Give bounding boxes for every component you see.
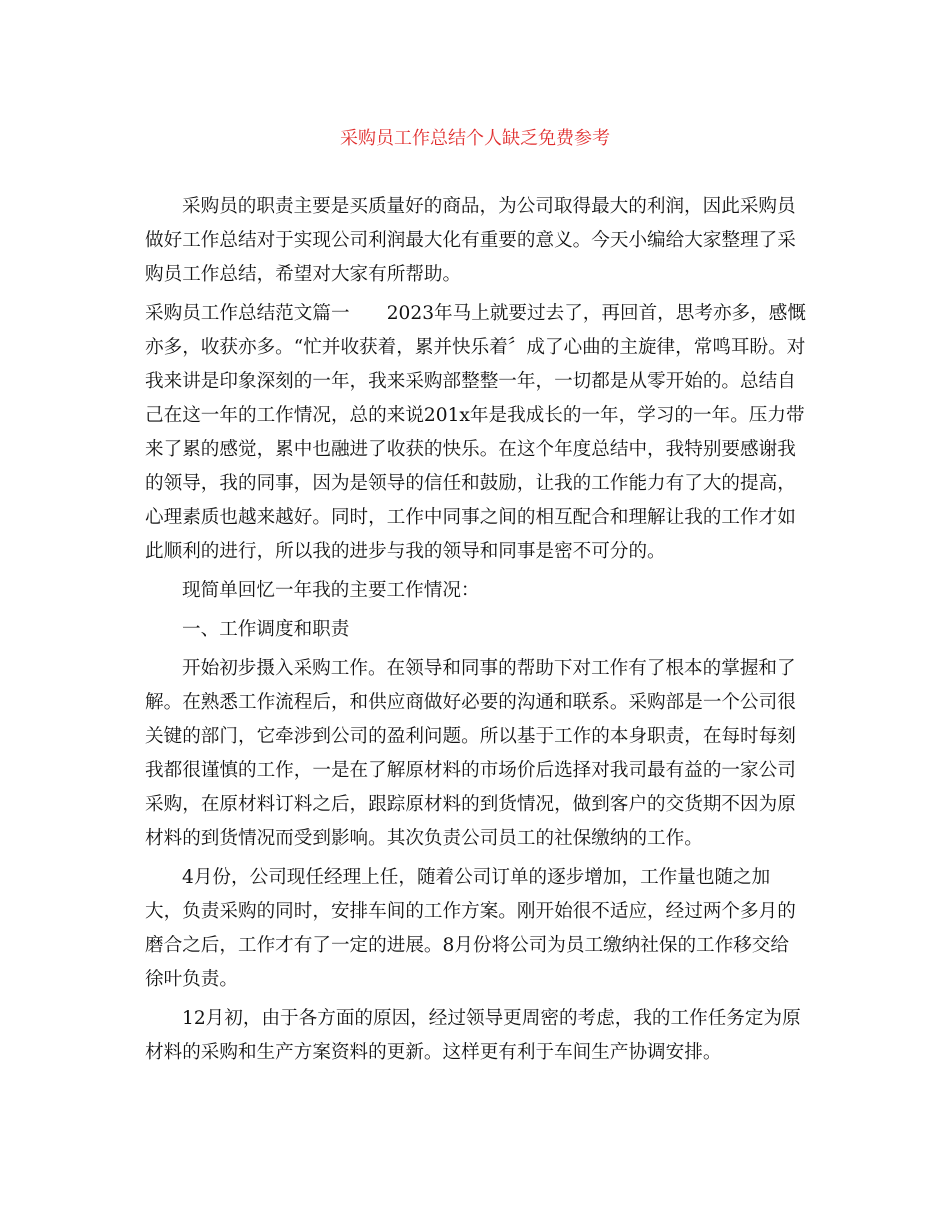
text-line: 我都很谨慎的工作，一是在了解原材料的市场价后选择对我司最有益的一家公司 (145, 760, 796, 781)
text-line: 购员工作总结，希望对大家有所帮助。 (145, 264, 462, 285)
paragraph (145, 613, 805, 647)
text-line: 采购，在原材料订料之后，跟踪原材料的到货情况，做到客户的交货期不因为原 (145, 794, 796, 815)
text-line: 做好工作总结对于实现公司利润最大化有重要的意义。今天小编给大家整理了采 (145, 230, 796, 251)
text-line: 亦多，收获亦多。“忙并收获着，累并快乐着〞成了心曲的主旋律，常鸣耳盼。对 (145, 337, 806, 358)
text-line: 我来讲是印象深刻的一年，我来采购部整整一年，一切都是从零开始的。总结自 (145, 371, 796, 392)
text-line: 12月初，由于各方面的原因，经过领导更周密的考虑，我的工作任务定为原 (182, 1008, 801, 1029)
paragraph (145, 1002, 805, 1070)
text-line: 解。在熟悉工作流程后，和供应商做好必要的沟通和联系。采购部是一个公司很 (145, 692, 796, 713)
text-line: 采购员的职责主要是买质量好的商品，为公司取得最大的利润，因此采购员 (182, 196, 796, 217)
text-line: 的领导，我的同事，因为是领导的信任和鼓励，让我的工作能力有了大的提高， (145, 473, 796, 494)
paragraph (145, 652, 805, 856)
text-line: 材料的采购和生产方案资料的更新。这样更有利于车间生产协调安排。 (145, 1042, 722, 1063)
text-line: 徐叶负责。 (145, 969, 238, 990)
text-line: 现简单回忆一年我的主要工作情况： (182, 580, 480, 601)
text-line: 关键的部门，它牵涉到公司的盈利问题。所以基于工作的本身职责，在每时每刻 (145, 726, 796, 747)
text-line: 心理素质也越来越好。同时，工作中同事之间的相互配合和理解让我的工作才如 (145, 507, 796, 528)
text-line: 大，负责采购的同时，安排车间的工作方案。刚开始很不适应，经过两个多月的 (145, 901, 796, 922)
text-line: 开始初步摄入采购工作。在领导和同事的帮助下对工作有了根本的掌握和了 (182, 658, 796, 679)
text-line: 材料的到货情况而受到影响。其次负责公司员工的社保缴纳的工作。 (145, 828, 703, 849)
text-line: 己在这一年的工作情况，总的来说201x年是我成长的一年，学习的一年。压力带 (145, 405, 805, 426)
paragraph (145, 861, 805, 997)
paragraph (145, 574, 805, 608)
paragraph (145, 190, 805, 292)
text-line: 来了累的感觉，累中也融进了收获的快乐。在这个年度总结中，我特别要感谢我 (145, 439, 796, 460)
text-line: 4月份，公司现任经理上任，随着公司订单的逐步增加，工作量也随之加 (182, 867, 771, 888)
document-title: 采购员工作总结个人缺乏免费参考 (340, 128, 610, 149)
text-line: 一、工作调度和职责 (182, 619, 350, 640)
document-body (145, 190, 805, 1075)
text-line: 采购员工作总结范文篇一 2023年马上就要过去了，再回首，思考亦多，感慨 (145, 303, 806, 324)
text-line: 此顺利的进行，所以我的进步与我的领导和同事是密不可分的。 (145, 541, 666, 562)
paragraph (145, 297, 805, 569)
text-line: 磨合之后，工作才有了一定的进展。8月份将公司为员工缴纳社保的工作移交给 (145, 935, 790, 956)
